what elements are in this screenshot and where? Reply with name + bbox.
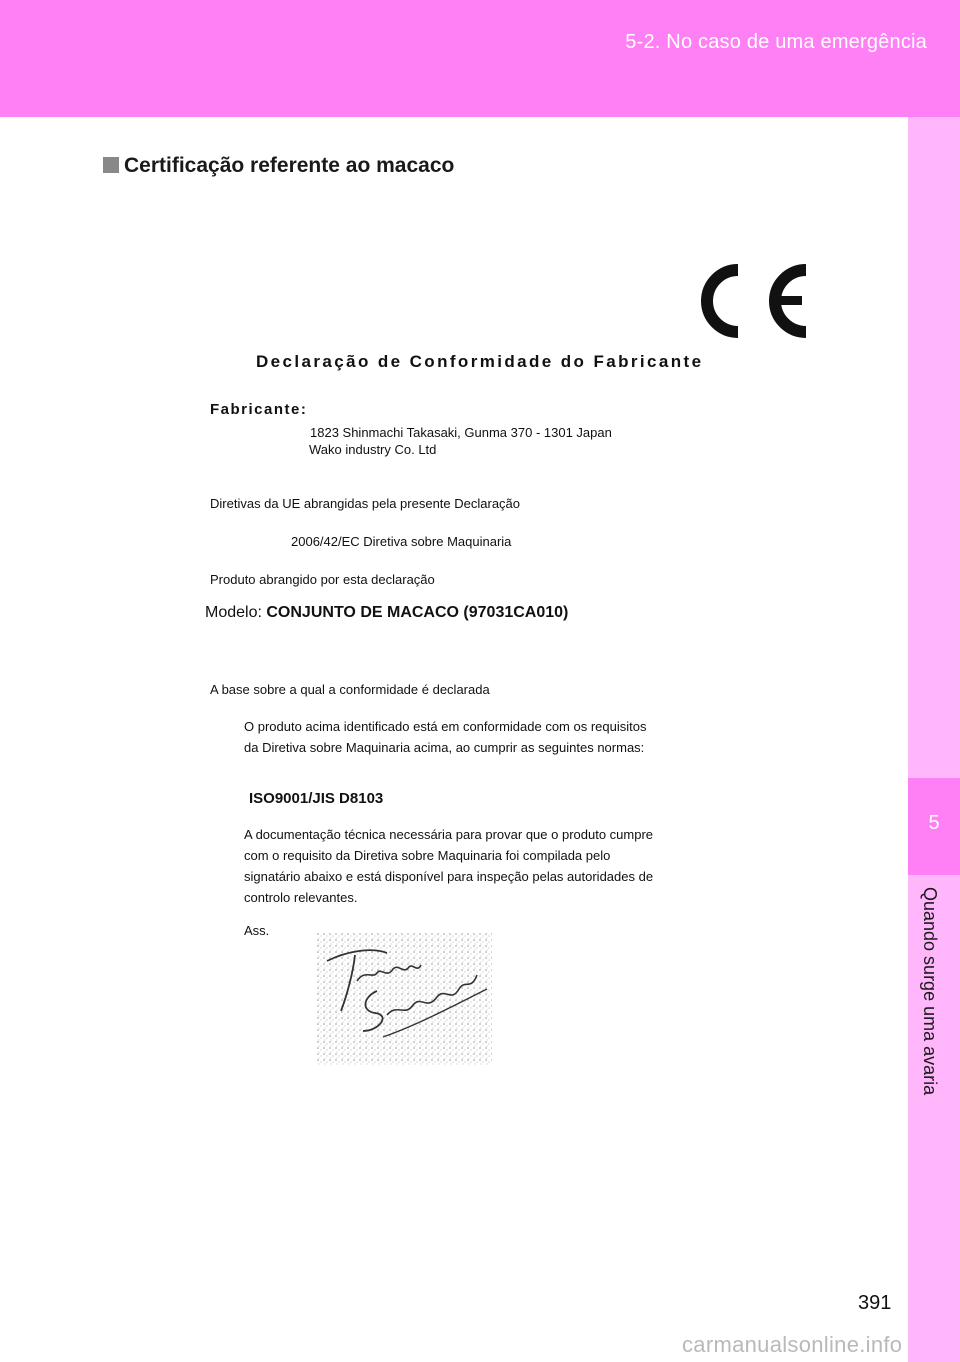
- directive-value: 2006/42/EC Diretiva sobre Maquinaria: [291, 534, 512, 549]
- chapter-number: 5: [928, 812, 940, 834]
- section-heading: 5-2. No caso de uma emergência: [625, 31, 927, 53]
- basis-paragraph: [244, 716, 646, 758]
- chapter-tab[interactable]: [908, 778, 960, 875]
- basis-line-1: O produto acima identificado está em conformidade com os requisitos: [244, 719, 647, 734]
- page-number: 391: [858, 1292, 892, 1314]
- signature-label: Ass.: [244, 923, 270, 938]
- standard-value: ISO9001/JIS D8103: [249, 790, 384, 807]
- doc-line-4: controlo relevantes.: [244, 890, 358, 905]
- model-prefix: Modelo:: [205, 604, 262, 621]
- manufacturer-address: 1823 Shinmachi Takasaki, Gunma 370 - 1301 Japan: [310, 425, 612, 440]
- basis-line-2: da Diretiva sobre Maquinaria acima, ao cumprir as seguintes normas:: [244, 740, 645, 755]
- declaration-title: Declaração de Conformidade do Fabricante: [256, 352, 704, 371]
- page-header: [0, 0, 960, 117]
- chapter-title: Quando surge uma avaria: [920, 887, 940, 1096]
- section-title: [103, 154, 454, 178]
- section-title-text: Certificação referente ao macaco: [124, 154, 455, 177]
- chapter-sidebar: [908, 117, 960, 1362]
- ce-mark-icon: [698, 262, 810, 340]
- square-bullet-icon: [103, 157, 119, 173]
- manufacturer-label: Fabricante:: [210, 401, 308, 418]
- doc-line-2: com o requisito da Diretiva sobre Maquinaria foi compilada pelo: [244, 848, 611, 863]
- signature-image: [317, 933, 492, 1065]
- directives-label: Diretivas da UE abrangidas pela presente Declaração: [210, 496, 521, 511]
- watermark: carmanualsonline.info: [682, 1332, 903, 1357]
- product-label: Produto abrangido por esta declaração: [210, 572, 435, 587]
- model-value: CONJUNTO DE MACACO (97031CA010): [266, 604, 569, 621]
- documentation-paragraph: [244, 824, 653, 908]
- basis-label: A base sobre a qual a conformidade é declarada: [210, 682, 490, 697]
- doc-line-3: signatário abaixo e está disponível para inspeção pelas autoridades de: [244, 869, 654, 884]
- model-line: [205, 604, 568, 622]
- manufacturer-company: Wako industry Co. Ltd: [309, 442, 437, 457]
- doc-line-1: A documentação técnica necessária para provar que o produto cumpre: [244, 827, 654, 842]
